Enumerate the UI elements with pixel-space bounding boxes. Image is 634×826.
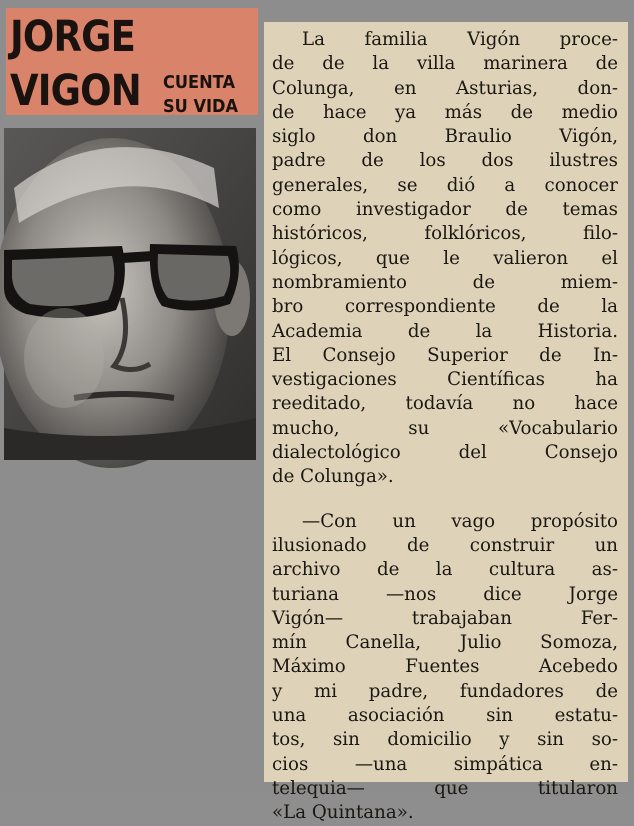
text-line: dialectológico del Consejo xyxy=(272,442,618,464)
text-line: una asociación sin estatu- xyxy=(272,705,618,727)
text-line: de hace ya más de medio xyxy=(272,101,618,123)
text-line: Vigón— trabajaban Fer- xyxy=(272,607,618,629)
text-line: siglo don Braulio Vigón, xyxy=(272,126,618,148)
text-line: reeditado, todavía no hace xyxy=(272,393,618,415)
text-line: telequia— que titularon xyxy=(272,777,618,799)
portrait-photo xyxy=(4,128,256,460)
text-line: turiana —nos dice Jorge xyxy=(272,583,618,605)
text-line: como investigador de temas xyxy=(272,199,618,221)
text-line: Academia de la Historia. xyxy=(272,320,618,342)
headline-name-line2: VIGON xyxy=(10,66,141,116)
text-line: El Consejo Superior de In- xyxy=(272,344,618,366)
text-line: —Con un vago propósito xyxy=(302,510,618,532)
text-line: La familia Vigón proce- xyxy=(302,29,618,50)
headline-tag-line2: SU VIDA xyxy=(163,96,239,117)
text-line: Máximo Fuentes Acebedo xyxy=(272,656,618,678)
text-line: de Colunga». xyxy=(272,466,394,488)
text-line: tos, sin domicilio y sin so- xyxy=(272,729,618,751)
text-line: mín Canella, Julio Somoza, xyxy=(272,632,618,654)
article-paragraph-1 xyxy=(272,28,618,490)
text-line: ilusionado de construir un xyxy=(272,534,618,556)
text-line: históricos, folklóricos, filo- xyxy=(272,223,618,245)
text-line: vestigaciones Científicas ha xyxy=(272,369,618,391)
text-line: Colunga, en Asturias, don- xyxy=(272,77,618,99)
headline-banner xyxy=(6,8,258,115)
text-line: nombramiento de miem- xyxy=(272,271,618,293)
article-body xyxy=(264,22,628,824)
text-line: archivo de la cultura as- xyxy=(272,559,618,581)
article-paragraph-2 xyxy=(272,510,618,826)
text-line: padre de los dos ilustres xyxy=(272,150,618,172)
headline-tag-line1: CUENTA xyxy=(163,72,235,93)
text-line: mucho, su «Vocabulario xyxy=(272,417,618,439)
text-line: y mi padre, fundadores de xyxy=(272,680,618,702)
text-line: bro correspondiente de la xyxy=(272,296,618,318)
text-line: de de la villa marinera de xyxy=(272,53,618,75)
text-line: «La Quintana». xyxy=(272,802,414,824)
text-line: cios —una simpática en- xyxy=(272,753,618,775)
text-line: generales, se dió a conocer xyxy=(272,174,618,196)
headline-name-line1: JORGE xyxy=(10,12,135,62)
text-line: lógicos, que le valieron el xyxy=(272,247,618,269)
portrait-illustration xyxy=(4,128,256,460)
